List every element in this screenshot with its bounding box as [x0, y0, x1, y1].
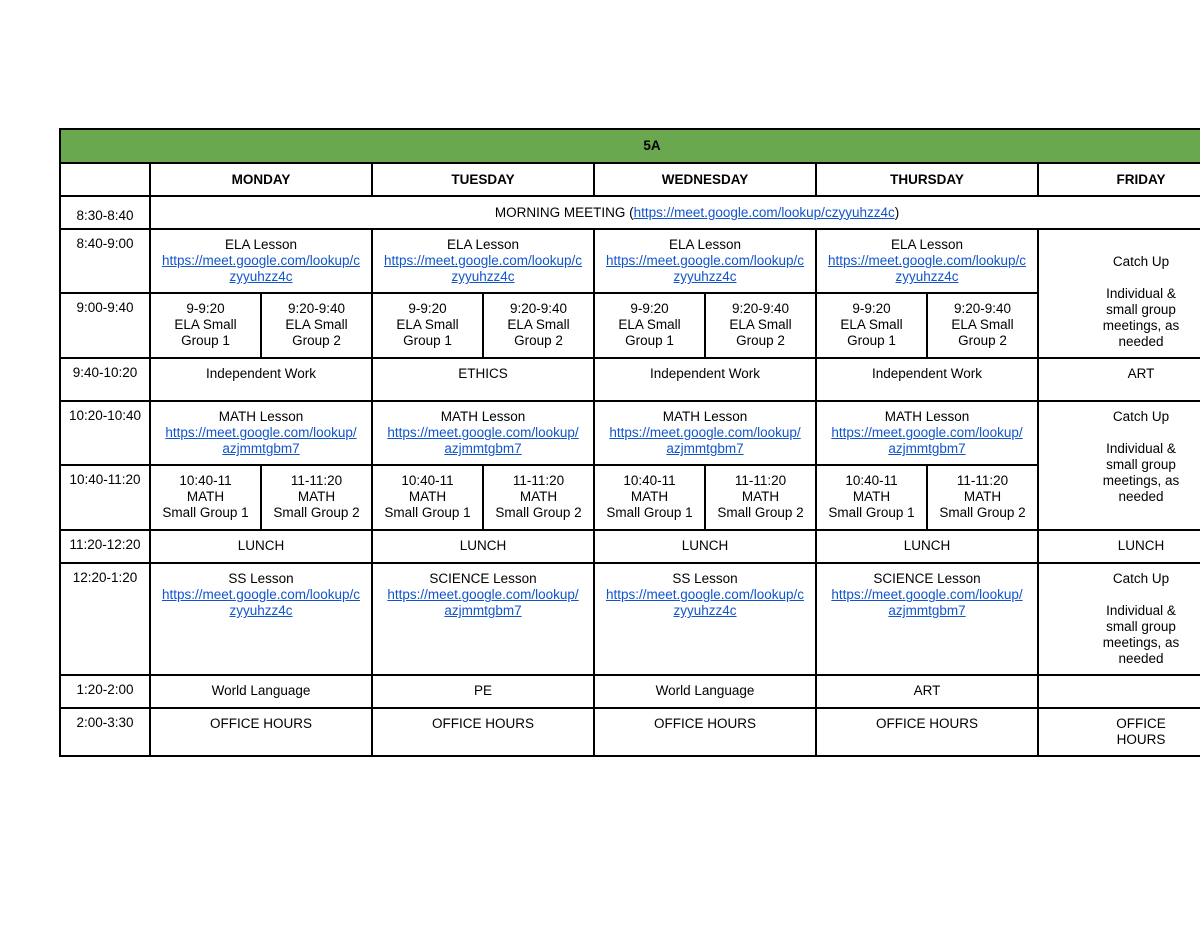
day-header-monday: MONDAY [150, 163, 372, 196]
math-lesson-wednesday [594, 401, 816, 465]
lesson-link[interactable]: zyyuhzz4c [673, 603, 737, 618]
math-lesson-tuesday [372, 401, 594, 465]
math-small-group-2 [927, 465, 1038, 530]
time-cell: 9:00-9:40 [60, 293, 150, 358]
lesson-link[interactable]: https://meet.google.com/lookup/c [605, 587, 805, 602]
math-small-group-2 [483, 465, 594, 530]
group-label: MATH [630, 489, 669, 504]
catchup-text: small group [1106, 302, 1176, 317]
group-time: 9-9:20 [630, 301, 669, 316]
day-header-thursday: THURSDAY [816, 163, 1038, 196]
office-hours-monday: OFFICE HOURS [150, 708, 372, 756]
group-time: 9:20-9:40 [731, 301, 790, 316]
group-time: 10:40-11 [179, 473, 232, 488]
group-label: ELA Small [951, 317, 1014, 332]
time-cell: 10:40-11:20 [60, 465, 150, 530]
morning-meeting-link[interactable]: https://meet.google.com/lookup/czyyuhzz4c [633, 204, 895, 220]
group-label: MATH [852, 489, 891, 504]
group-time: 9-9:20 [852, 301, 891, 316]
lesson-label: MATH Lesson [218, 409, 304, 424]
catchup-text: meetings, as [1102, 473, 1180, 488]
ela-lesson-tuesday [372, 229, 594, 293]
catchup-title: Catch Up [1112, 571, 1170, 586]
math-small-group-1 [372, 465, 483, 530]
lunch-thursday: LUNCH [816, 530, 1038, 563]
ela-small-group-2 [483, 293, 594, 358]
group-time: 9:20-9:40 [953, 301, 1012, 316]
ela-small-group-2 [261, 293, 372, 358]
group-time: 9:20-9:40 [509, 301, 568, 316]
lesson-label: ELA Lesson [446, 237, 520, 252]
ela-small-group-1 [150, 293, 261, 358]
time-cell: 8:40-9:00 [60, 229, 150, 293]
block-120-monday: World Language [150, 675, 372, 708]
group-label: Small Group 2 [495, 505, 582, 520]
group-label: MATH [519, 489, 558, 504]
lesson-label: SS Lesson [672, 571, 738, 586]
time-cell: 12:20-1:20 [60, 563, 150, 675]
math-small-group-2 [705, 465, 816, 530]
catchup-text: Individual & [1106, 286, 1176, 301]
catchup-title: Catch Up [1112, 409, 1170, 424]
friday-catchup-morning [1038, 229, 1200, 358]
lesson-label: ELA Lesson [668, 237, 742, 252]
block-940-friday: ART [1038, 358, 1200, 401]
math-small-group-1 [594, 465, 705, 530]
group-label: Group 1 [625, 333, 674, 348]
block-120-wednesday: World Language [594, 675, 816, 708]
lesson-link[interactable]: azjmmtgbm7 [444, 441, 522, 456]
block-940-monday: Independent Work [150, 358, 372, 401]
day-header-tuesday: TUESDAY [372, 163, 594, 196]
friday-catchup-afternoon [1038, 563, 1200, 675]
group-label: Group 1 [847, 333, 896, 348]
ela-lesson-monday [150, 229, 372, 293]
lesson-link[interactable]: https://meet.google.com/lookup/c [605, 253, 805, 268]
office-text: OFFICE [1116, 716, 1166, 731]
group-label: Small Group 2 [273, 505, 360, 520]
block-120-thursday: ART [816, 675, 1038, 708]
ela-lesson-wednesday [594, 229, 816, 293]
lesson-link[interactable]: https://meet.google.com/lookup/ [831, 425, 1023, 440]
lesson-link[interactable]: zyyuhzz4c [229, 269, 293, 284]
ela-small-group-2 [927, 293, 1038, 358]
friday-catchup-midday [1038, 401, 1200, 530]
ela-small-group-2 [705, 293, 816, 358]
group-time: 9:20-9:40 [287, 301, 346, 316]
day-header-friday: FRIDAY [1038, 163, 1200, 196]
lesson-label: SS Lesson [228, 571, 294, 586]
group-label: Small Group 1 [162, 505, 249, 520]
block-120-friday [1038, 675, 1200, 708]
lesson-link[interactable]: https://meet.google.com/lookup/ [387, 425, 579, 440]
catchup-text: small group [1106, 457, 1176, 472]
group-label: Small Group 1 [384, 505, 471, 520]
math-small-group-1 [816, 465, 927, 530]
morning-meeting-label: MORNING MEETING ( [494, 204, 634, 220]
lesson-label: MATH Lesson [440, 409, 526, 424]
office-hours-tuesday: OFFICE HOURS [372, 708, 594, 756]
lesson-link[interactable]: https://meet.google.com/lookup/c [383, 253, 583, 268]
corner-cell [60, 163, 150, 196]
group-time: 9-9:20 [408, 301, 447, 316]
ela-small-group-1 [372, 293, 483, 358]
lesson-link[interactable]: https://meet.google.com/lookup/ [387, 587, 579, 602]
lesson-link[interactable]: azjmmtgbm7 [888, 603, 966, 618]
group-label: ELA Small [618, 317, 681, 332]
lesson-link[interactable]: zyyuhzz4c [673, 269, 737, 284]
day-header-wednesday: WEDNESDAY [594, 163, 816, 196]
block-940-tuesday: ETHICS [372, 358, 594, 401]
lesson-link[interactable]: https://meet.google.com/lookup/ [831, 587, 1023, 602]
group-time: 11-11:20 [512, 473, 565, 488]
office-text: HOURS [1116, 732, 1166, 747]
block-940-wednesday: Independent Work [594, 358, 816, 401]
lunch-tuesday: LUNCH [372, 530, 594, 563]
lesson-link[interactable]: https://meet.google.com/lookup/ [165, 425, 357, 440]
group-label: MATH [186, 489, 225, 504]
lesson-label: SCIENCE Lesson [873, 571, 981, 586]
group-time: 10:40-11 [845, 473, 898, 488]
catchup-title: Catch Up [1112, 254, 1170, 269]
lesson-link[interactable]: zyyuhzz4c [229, 603, 293, 618]
lesson-link[interactable]: azjmmtgbm7 [666, 441, 744, 456]
science-lesson-tuesday [372, 563, 594, 675]
group-time: 11-11:20 [956, 473, 1009, 488]
group-label: Group 1 [181, 333, 230, 348]
lesson-link[interactable]: https://meet.google.com/lookup/ [609, 425, 801, 440]
morning-meeting-close: ) [894, 204, 900, 220]
group-label: Small Group 2 [939, 505, 1026, 520]
math-lesson-thursday [816, 401, 1038, 465]
catchup-text: small group [1106, 619, 1176, 634]
lesson-label: ELA Lesson [224, 237, 298, 252]
catchup-text: Individual & [1106, 603, 1176, 618]
group-label: MATH [963, 489, 1002, 504]
math-small-group-1 [150, 465, 261, 530]
group-time: 9-9:20 [186, 301, 225, 316]
time-cell: 2:00-3:30 [60, 708, 150, 756]
catchup-text: meetings, as [1102, 318, 1180, 333]
time-cell: 10:20-10:40 [60, 401, 150, 465]
lesson-link[interactable]: azjmmtgbm7 [888, 441, 966, 456]
group-label: MATH [297, 489, 336, 504]
group-label: Small Group 2 [717, 505, 804, 520]
time-cell: 11:20-12:20 [60, 530, 150, 563]
time-cell: 9:40-10:20 [60, 358, 150, 401]
catchup-text: needed [1118, 489, 1164, 504]
catchup-text: needed [1118, 334, 1164, 349]
catchup-text: meetings, as [1102, 635, 1180, 650]
group-label: ELA Small [396, 317, 459, 332]
group-label: Small Group 1 [606, 505, 693, 520]
lesson-label: MATH Lesson [884, 409, 970, 424]
office-hours-friday [1038, 708, 1200, 756]
lesson-link[interactable]: https://meet.google.com/lookup/c [827, 253, 1027, 268]
group-label: ELA Small [285, 317, 348, 332]
group-label: Small Group 1 [828, 505, 915, 520]
group-label: ELA Small [174, 317, 237, 332]
lunch-friday: LUNCH [1038, 530, 1200, 563]
time-cell: 8:30-8:40 [60, 196, 150, 229]
lesson-link[interactable]: https://meet.google.com/lookup/c [161, 253, 361, 268]
ss-lesson-wednesday [594, 563, 816, 675]
group-time: 10:40-11 [401, 473, 454, 488]
group-label: Group 2 [514, 333, 563, 348]
catchup-text: needed [1118, 651, 1164, 666]
lunch-monday: LUNCH [150, 530, 372, 563]
group-label: ELA Small [729, 317, 792, 332]
lesson-link[interactable]: azjmmtgbm7 [444, 603, 522, 618]
group-label: MATH [741, 489, 780, 504]
lesson-link[interactable]: zyyuhzz4c [451, 269, 515, 284]
group-time: 11-11:20 [290, 473, 343, 488]
ela-lesson-thursday [816, 229, 1038, 293]
math-small-group-2 [261, 465, 372, 530]
group-label: Group 2 [958, 333, 1007, 348]
office-hours-thursday: OFFICE HOURS [816, 708, 1038, 756]
lesson-label: ELA Lesson [890, 237, 964, 252]
block-120-tuesday: PE [372, 675, 594, 708]
office-hours-wednesday: OFFICE HOURS [594, 708, 816, 756]
lesson-link[interactable]: azjmmtgbm7 [222, 441, 300, 456]
group-time: 11-11:20 [734, 473, 787, 488]
group-label: Group 1 [403, 333, 452, 348]
group-label: ELA Small [840, 317, 903, 332]
group-time: 10:40-11 [623, 473, 676, 488]
lunch-wednesday: LUNCH [594, 530, 816, 563]
ela-small-group-1 [594, 293, 705, 358]
group-label: Group 2 [736, 333, 785, 348]
ela-small-group-1 [816, 293, 927, 358]
group-label: ELA Small [507, 317, 570, 332]
time-cell: 1:20-2:00 [60, 675, 150, 708]
morning-meeting-cell [150, 196, 1200, 229]
lesson-label: MATH Lesson [662, 409, 748, 424]
science-lesson-thursday [816, 563, 1038, 675]
lesson-link[interactable]: https://meet.google.com/lookup/c [161, 587, 361, 602]
schedule-title: 5A [60, 129, 1200, 163]
group-label: Group 2 [292, 333, 341, 348]
block-940-thursday: Independent Work [816, 358, 1038, 401]
group-label: MATH [408, 489, 447, 504]
lesson-label: SCIENCE Lesson [429, 571, 537, 586]
schedule-table [59, 128, 1200, 757]
lesson-link[interactable]: zyyuhzz4c [895, 269, 959, 284]
catchup-text: Individual & [1106, 441, 1176, 456]
math-lesson-monday [150, 401, 372, 465]
ss-lesson-monday [150, 563, 372, 675]
